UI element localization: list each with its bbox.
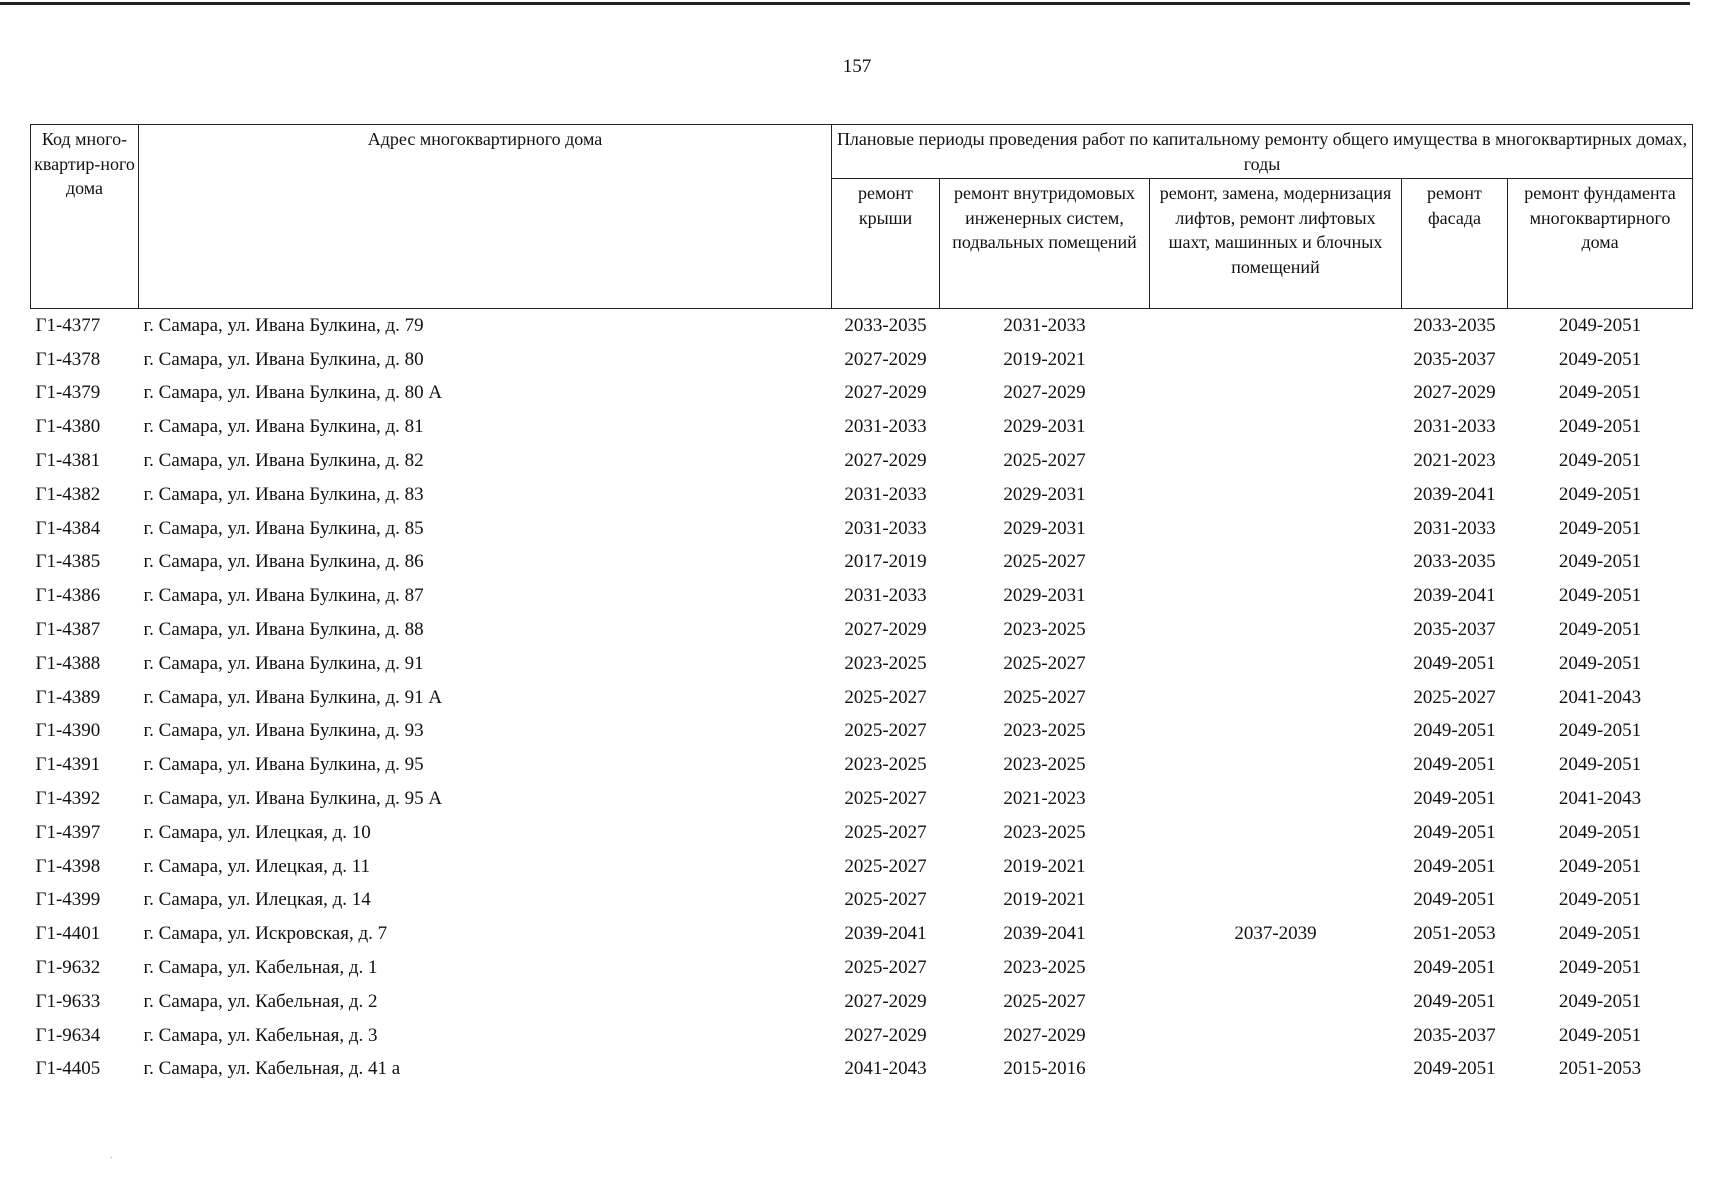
cell-foundation: 2049-2051: [1558, 821, 1642, 843]
cell-foundation: 2049-2051: [1558, 382, 1642, 404]
table-row: [31, 613, 1693, 647]
cell-facade: 2039-2041: [1413, 483, 1496, 505]
cell-facade: 2049-2051: [1413, 821, 1496, 843]
cell-facade: 2035-2037: [1413, 348, 1496, 370]
top-rule: [0, 2, 1690, 5]
cell-facade: 2049-2051: [1413, 855, 1496, 877]
table-row: [31, 309, 1693, 343]
header-periods-group: Плановые периоды проведения работ по капитальному ремонту общего имущества в многоквартирных домах, годы: [832, 125, 1693, 179]
cell-code: Г1-4391: [35, 754, 101, 776]
cell-engineering: 2031-2033: [1003, 314, 1086, 336]
cell-elevators: [1150, 850, 1402, 884]
table-row: [31, 715, 1693, 749]
cell-roof: 2031-2033: [844, 585, 927, 607]
header-address: Адрес многоквартирного дома: [139, 125, 832, 309]
cell-facade: 2039-2041: [1413, 585, 1496, 607]
cell-foundation: 2049-2051: [1558, 619, 1642, 641]
cell-address: г. Самара, ул. Ивана Булкина, д. 95 А: [143, 788, 443, 810]
cell-elevators: [1150, 309, 1402, 343]
cell-engineering: 2019-2021: [1003, 889, 1086, 911]
cell-address: г. Самара, ул. Ивана Булкина, д. 87: [143, 585, 424, 607]
cell-facade: 2031-2033: [1413, 517, 1496, 539]
cell-elevators: [1150, 884, 1402, 918]
cell-address: г. Самара, ул. Ивана Булкина, д. 79: [143, 314, 424, 336]
cell-code: Г1-9633: [35, 990, 101, 1012]
cell-facade: 2049-2051: [1413, 652, 1496, 674]
cell-elevators: [1150, 343, 1402, 377]
table-row: [31, 850, 1693, 884]
header-code: Код много-квартир-ного дома: [31, 125, 139, 309]
table-row: [31, 444, 1693, 478]
header-facade: ремонт фасада: [1402, 179, 1508, 309]
cell-facade: 2049-2051: [1413, 889, 1496, 911]
table-row: [31, 681, 1693, 715]
cell-address: г. Самара, ул. Илецкая, д. 14: [143, 889, 371, 911]
cell-roof: 2023-2025: [844, 652, 927, 674]
cell-roof: 2027-2029: [844, 382, 927, 404]
cell-facade: 2049-2051: [1413, 957, 1496, 979]
cell-foundation: 2051-2053: [1558, 1058, 1642, 1080]
cell-facade: 2031-2033: [1413, 416, 1496, 438]
cell-engineering: 2023-2025: [1003, 720, 1086, 742]
table-row: [31, 1053, 1693, 1087]
cell-code: Г1-4401: [35, 923, 101, 945]
cell-code: Г1-4385: [35, 551, 101, 573]
header-roof: ремонт крыши: [832, 179, 940, 309]
cell-code: Г1-4392: [35, 788, 101, 810]
cell-engineering: 2027-2029: [1003, 1024, 1086, 1046]
cell-roof: 2027-2029: [844, 990, 927, 1012]
cell-code: Г1-9632: [35, 957, 101, 979]
cell-facade: 2051-2053: [1413, 923, 1496, 945]
cell-elevators: [1150, 715, 1402, 749]
cell-foundation: 2041-2043: [1558, 788, 1642, 810]
cell-engineering: 2025-2027: [1003, 686, 1086, 708]
table-row: [31, 985, 1693, 1019]
cell-roof: 2025-2027: [844, 686, 927, 708]
cell-engineering: 2025-2027: [1003, 990, 1086, 1012]
cell-code: Г1-4380: [35, 416, 101, 438]
cell-roof: 2027-2029: [844, 619, 927, 641]
cell-address: г. Самара, ул. Ивана Булкина, д. 95: [143, 754, 424, 776]
cell-facade: 2021-2023: [1413, 450, 1496, 472]
cell-elevators: [1150, 579, 1402, 613]
cell-facade: 2027-2029: [1413, 382, 1496, 404]
cell-engineering: 2025-2027: [1003, 652, 1086, 674]
cell-code: Г1-4382: [35, 483, 101, 505]
cell-engineering: 2039-2041: [1003, 923, 1086, 945]
cell-elevators: [1150, 377, 1402, 411]
cell-elevators: [1150, 681, 1402, 715]
cell-facade: 2033-2035: [1413, 314, 1496, 336]
cell-engineering: 2029-2031: [1003, 483, 1086, 505]
cell-engineering: 2025-2027: [1003, 450, 1086, 472]
table-row: [31, 782, 1693, 816]
cell-address: г. Самара, ул. Ивана Булкина, д. 81: [143, 416, 424, 438]
cell-roof: 2027-2029: [844, 1024, 927, 1046]
cell-roof: 2025-2027: [844, 889, 927, 911]
cell-elevators: [1150, 782, 1402, 816]
cell-roof: 2027-2029: [844, 348, 927, 370]
cell-foundation: 2049-2051: [1558, 957, 1642, 979]
table-row: [31, 512, 1693, 546]
table-row: [31, 951, 1693, 985]
cell-code: Г1-4378: [35, 348, 101, 370]
cell-engineering: 2029-2031: [1003, 517, 1086, 539]
cell-elevators: [1150, 647, 1402, 681]
table-row: [31, 1019, 1693, 1053]
cell-code: Г1-4384: [35, 517, 101, 539]
cell-foundation: 2049-2051: [1558, 754, 1642, 776]
cell-address: г. Самара, ул. Ивана Булкина, д. 80: [143, 348, 424, 370]
cell-code: Г1-4399: [35, 889, 101, 911]
cell-address: г. Самара, ул. Кабельная, д. 41 а: [143, 1058, 401, 1080]
cell-address: г. Самара, ул. Илецкая, д. 10: [143, 821, 371, 843]
cell-code: Г1-4398: [35, 855, 101, 877]
cell-code: Г1-4405: [35, 1058, 101, 1080]
cell-elevators: [1150, 1019, 1402, 1053]
cell-roof: 2031-2033: [844, 483, 927, 505]
cell-engineering: 2027-2029: [1003, 382, 1086, 404]
cell-foundation: 2041-2043: [1558, 686, 1642, 708]
cell-address: г. Самара, ул. Ивана Булкина, д. 83: [143, 483, 424, 505]
cell-address: г. Самара, ул. Кабельная, д. 1: [143, 957, 378, 979]
header-engineering: ремонт внутридомовых инженерных систем, подвальных помещений: [940, 179, 1150, 309]
cell-roof: 2031-2033: [844, 517, 927, 539]
cell-elevators: [1150, 546, 1402, 580]
table-row: [31, 579, 1693, 613]
cell-roof: 2025-2027: [844, 821, 927, 843]
table-row: [31, 748, 1693, 782]
cell-roof: 2017-2019: [844, 551, 927, 573]
cell-roof: 2025-2027: [844, 720, 927, 742]
header-foundation: ремонт фундамента многоквартирного дома: [1508, 179, 1693, 309]
cell-address: г. Самара, ул. Кабельная, д. 3: [143, 1024, 378, 1046]
cell-engineering: 2023-2025: [1003, 957, 1086, 979]
cell-code: Г1-4381: [35, 450, 101, 472]
table-row: [31, 343, 1693, 377]
cell-code: Г1-4387: [35, 619, 101, 641]
header-row-1: [31, 125, 1693, 179]
cell-address: г. Самара, ул. Ивана Булкина, д. 82: [143, 450, 424, 472]
cell-foundation: 2049-2051: [1558, 889, 1642, 911]
cell-roof: 2027-2029: [844, 450, 927, 472]
table-row: [31, 546, 1693, 580]
cell-elevators: [1150, 478, 1402, 512]
cell-facade: 2035-2037: [1413, 1024, 1496, 1046]
table-body: [31, 309, 1693, 1087]
cell-facade: 2035-2037: [1413, 619, 1496, 641]
cell-engineering: 2023-2025: [1003, 754, 1086, 776]
cell-elevators: [1150, 951, 1402, 985]
cell-facade: 2049-2051: [1413, 754, 1496, 776]
cell-elevators: 2037-2039: [1234, 923, 1317, 945]
cell-engineering: 2021-2023: [1003, 788, 1086, 810]
table-row: [31, 410, 1693, 444]
cell-foundation: 2049-2051: [1558, 348, 1642, 370]
cell-foundation: 2049-2051: [1558, 990, 1642, 1012]
cell-roof: 2039-2041: [844, 923, 927, 945]
cell-address: г. Самара, ул. Ивана Булкина, д. 91 А: [143, 686, 443, 708]
cell-elevators: [1150, 1053, 1402, 1087]
cell-engineering: 2015-2016: [1003, 1058, 1086, 1080]
cell-address: г. Самара, ул. Искровская, д. 7: [143, 923, 388, 945]
cell-code: Г1-4386: [35, 585, 101, 607]
cell-engineering: 2025-2027: [1003, 551, 1086, 573]
scan-noise: .: [110, 1150, 113, 1161]
cell-address: г. Самара, ул. Ивана Булкина, д. 88: [143, 619, 424, 641]
cell-engineering: 2023-2025: [1003, 619, 1086, 641]
cell-elevators: [1150, 748, 1402, 782]
cell-foundation: 2049-2051: [1558, 855, 1642, 877]
cell-roof: 2025-2027: [844, 788, 927, 810]
cell-engineering: 2029-2031: [1003, 585, 1086, 607]
cell-foundation: 2049-2051: [1558, 1024, 1642, 1046]
cell-foundation: 2049-2051: [1558, 720, 1642, 742]
cell-facade: 2049-2051: [1413, 1058, 1496, 1080]
cell-engineering: 2023-2025: [1003, 821, 1086, 843]
cell-roof: 2041-2043: [844, 1058, 927, 1080]
cell-facade: 2025-2027: [1413, 686, 1496, 708]
cell-address: г. Самара, ул. Илецкая, д. 11: [143, 855, 371, 877]
cell-elevators: [1150, 613, 1402, 647]
cell-address: г. Самара, ул. Ивана Булкина, д. 85: [143, 517, 424, 539]
cell-foundation: 2049-2051: [1558, 517, 1642, 539]
cell-elevators: [1150, 816, 1402, 850]
cell-address: г. Самара, ул. Кабельная, д. 2: [143, 990, 378, 1012]
cell-code: Г1-9634: [35, 1024, 101, 1046]
cell-roof: 2025-2027: [844, 957, 927, 979]
table-row: [31, 377, 1693, 411]
cell-facade: 2049-2051: [1413, 720, 1496, 742]
cell-foundation: 2049-2051: [1558, 416, 1642, 438]
cell-code: Г1-4389: [35, 686, 101, 708]
cell-foundation: 2049-2051: [1558, 585, 1642, 607]
cell-code: Г1-4390: [35, 720, 101, 742]
cell-code: Г1-4397: [35, 821, 101, 843]
cell-foundation: 2049-2051: [1558, 923, 1642, 945]
cell-roof: 2031-2033: [844, 416, 927, 438]
cell-engineering: 2019-2021: [1003, 855, 1086, 877]
table-row: [31, 884, 1693, 918]
cell-elevators: [1150, 410, 1402, 444]
cell-elevators: [1150, 444, 1402, 478]
cell-foundation: 2049-2051: [1558, 450, 1642, 472]
cell-foundation: 2049-2051: [1558, 314, 1642, 336]
cell-foundation: 2049-2051: [1558, 483, 1642, 505]
cell-engineering: 2019-2021: [1003, 348, 1086, 370]
table-row: [31, 917, 1693, 951]
table-row: [31, 478, 1693, 512]
table-row: [31, 816, 1693, 850]
cell-elevators: [1150, 985, 1402, 1019]
cell-elevators: [1150, 512, 1402, 546]
capital-repair-table: [30, 124, 1693, 1086]
cell-foundation: 2049-2051: [1558, 551, 1642, 573]
cell-roof: 2033-2035: [844, 314, 927, 336]
cell-code: Г1-4377: [35, 314, 101, 336]
page-number: 157: [842, 56, 872, 77]
cell-facade: 2049-2051: [1413, 788, 1496, 810]
cell-address: г. Самара, ул. Ивана Булкина, д. 86: [143, 551, 424, 573]
cell-address: г. Самара, ул. Ивана Булкина, д. 91: [143, 652, 424, 674]
cell-code: Г1-4379: [35, 382, 101, 404]
cell-code: Г1-4388: [35, 652, 101, 674]
cell-address: г. Самара, ул. Ивана Булкина, д. 80 А: [143, 382, 443, 404]
cell-foundation: 2049-2051: [1558, 652, 1642, 674]
header-elevators: ремонт, замена, модернизация лифтов, ремонт лифтовых шахт, машинных и блочных помещений: [1150, 179, 1402, 309]
cell-roof: 2025-2027: [844, 855, 927, 877]
table-header: [31, 125, 1693, 309]
cell-facade: 2049-2051: [1413, 990, 1496, 1012]
cell-address: г. Самара, ул. Ивана Булкина, д. 93: [143, 720, 424, 742]
cell-engineering: 2029-2031: [1003, 416, 1086, 438]
table-row: [31, 647, 1693, 681]
cell-facade: 2033-2035: [1413, 551, 1496, 573]
cell-roof: 2023-2025: [844, 754, 927, 776]
